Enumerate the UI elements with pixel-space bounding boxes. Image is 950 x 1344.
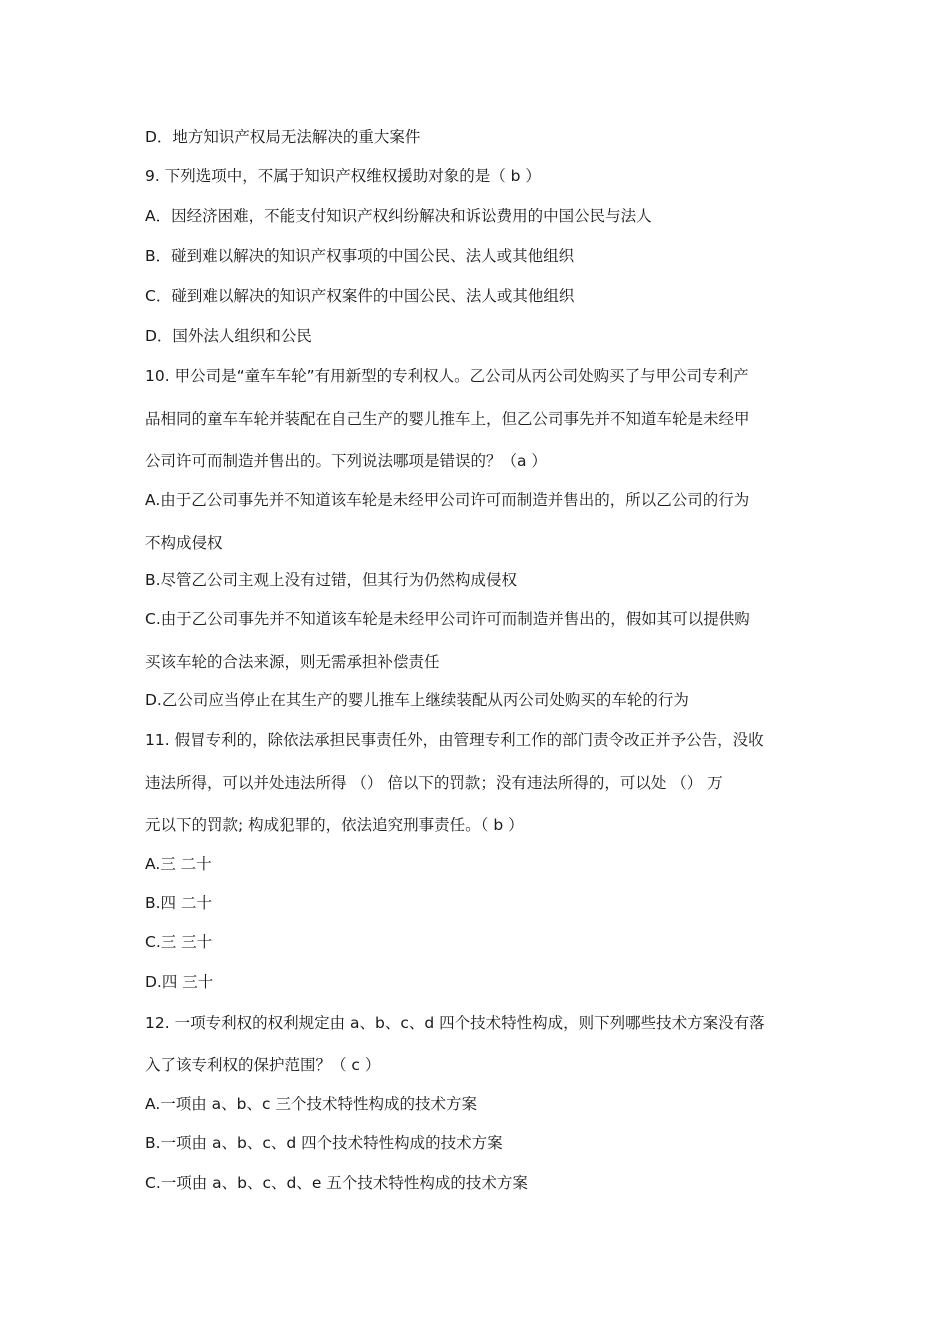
question-11-line-3: 元以下的罚款; 构成犯罪的，依法追究刑事责任。（ b ） — [145, 816, 524, 834]
question-11-line-1: 11. 假冒专利的，除依法承担民事责任外，由管理专利工作的部门责令改正并予公告，没收 — [145, 731, 764, 749]
option-10c-line-2: 买该车轮的合法来源，则无需承担补偿责任 — [145, 653, 440, 671]
option-10a-line-2: 不构成侵权 — [145, 534, 223, 552]
option-12c: C.一项由 a、b、c、d、e 五个技术特性构成的技术方案 — [145, 1174, 528, 1192]
option-12b: B.一项由 a、b、c、d 四个技术特性构成的技术方案 — [145, 1134, 503, 1152]
question-10-line-2: 品相同的童车车轮并装配在自己生产的婴儿推车上，但乙公司事先并不知道车轮是未经甲 — [145, 410, 750, 428]
option-9a: A．因经济困难，不能支付知识产权纠纷解决和诉讼费用的中国公民与法人 — [145, 207, 652, 225]
option-10a-line-1: A.由于乙公司事先并不知道该车轮是未经甲公司许可而制造并售出的，所以乙公司的行为 — [145, 491, 750, 509]
option-10c-line-1: C.由于乙公司事先并不知道该车轮是未经甲公司许可而制造并售出的，假如其可以提供购 — [145, 610, 750, 628]
option-8d: D．地方知识产权局无法解决的重大案件 — [145, 128, 421, 146]
option-9b: B．碰到难以解决的知识产权事项的中国公民、法人或其他组织 — [145, 247, 575, 265]
question-12-line-1: 12. 一项专利权的权利规定由 a、b、c、d 四个技术特性构成，则下列哪些技术方案没有落 — [145, 1014, 765, 1032]
option-11d: D.四 三十 — [145, 973, 214, 991]
option-9d: D．国外法人组织和公民 — [145, 327, 312, 345]
option-9c: C．碰到难以解决的知识产权案件的中国公民、法人或其他组织 — [145, 287, 575, 305]
question-10-line-3: 公司许可而制造并售出的。下列说法哪项是错误的？（a ） — [145, 452, 547, 470]
option-11c: C.三 三十 — [145, 933, 213, 951]
question-11-line-2: 违法所得，可以并处违法所得 （） 倍以下的罚款；没有违法所得的，可以处 （） 万 — [145, 774, 723, 792]
question-9: 9. 下列选项中，不属于知识产权维权援助对象的是（ b ） — [145, 167, 541, 185]
option-10b: B.尽管乙公司主观上没有过错，但其行为仍然构成侵权 — [145, 571, 518, 589]
option-12a: A.一项由 a、b、c 三个技术特性构成的技术方案 — [145, 1095, 477, 1113]
option-11a: A.三 二十 — [145, 855, 212, 873]
option-10d: D.乙公司应当停止在其生产的婴儿推车上继续装配从丙公司处购买的车轮的行为 — [145, 691, 689, 709]
question-12-line-2: 入了该专利权的保护范围？（ c ） — [145, 1056, 381, 1074]
question-10-line-1: 10. 甲公司是“童车车轮”有用新型的专利权人。乙公司从丙公司处购买了与甲公司专利产 — [145, 367, 749, 385]
option-11b: B.四 二十 — [145, 894, 212, 912]
